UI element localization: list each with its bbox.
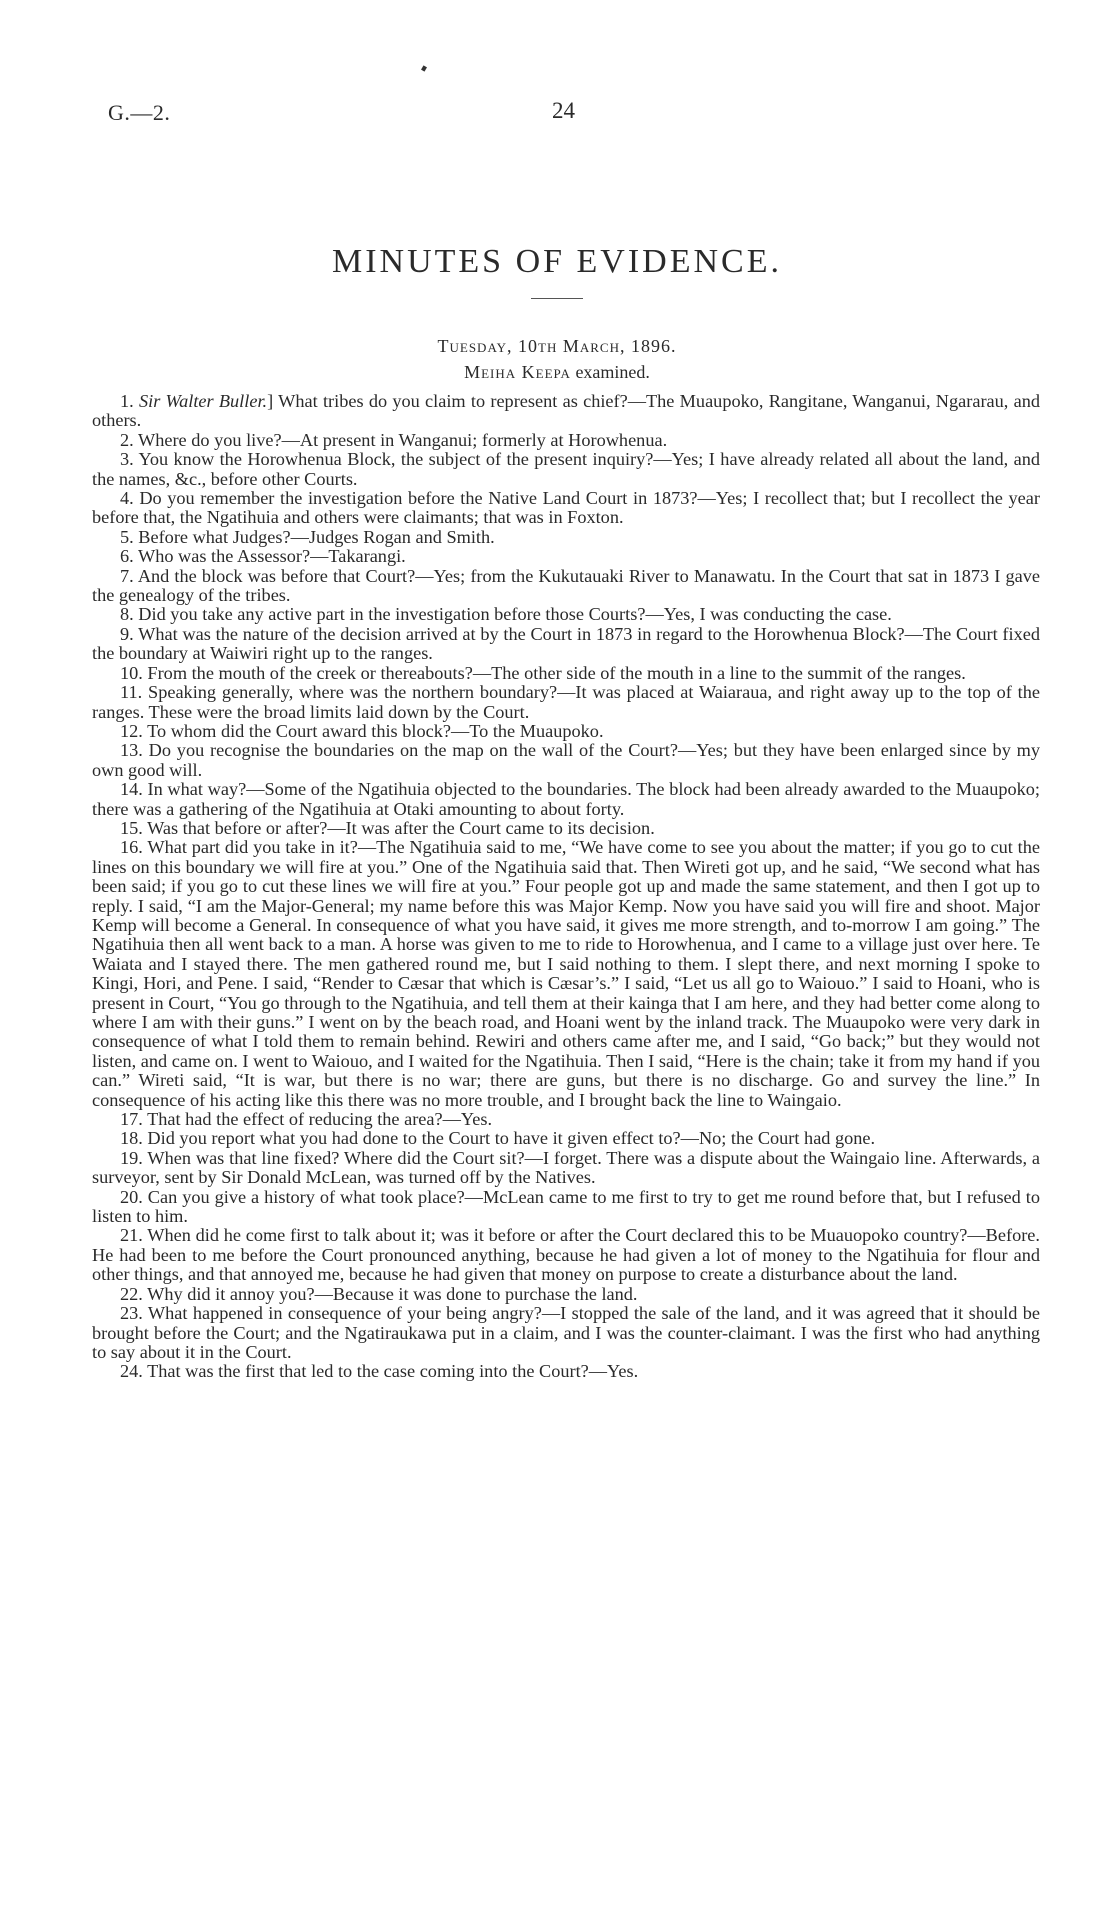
paragraph-text: 8. Did you take any active part in the investigation before those Courts?—Yes, I was conducting the case. xyxy=(120,604,892,625)
evidence-body xyxy=(92,392,1040,1382)
evidence-paragraph xyxy=(92,450,1040,489)
page-number: 24 xyxy=(552,98,575,123)
evidence-paragraph xyxy=(92,722,1040,741)
evidence-paragraph xyxy=(92,1188,1040,1227)
evidence-paragraph xyxy=(92,528,1040,547)
paragraph-text: 7. And the block was before that Court?—Yes; from the Kukutauaki River to Manawatu. In the Court that sat in 1873 I gave the genealogy of the tribes. xyxy=(92,565,1040,606)
paragraph-text: 23. What happened in consequence of your being angry?—I stopped the sale of the land, and it was agreed that it should be brought before the Court; and the Ngatiraukawa put in a claim, and I was the counter-claimant. I was the first who had anything to say about it in the Court. xyxy=(92,1303,1040,1362)
evidence-paragraph xyxy=(92,683,1040,722)
paragraph-text: 11. Speaking generally, where was the northern boundary?—It was placed at Waiaraua, and right away up to the top of the ranges. These were the broad limits laid down by the Court. xyxy=(92,682,1040,722)
paragraph-text: 4. Do you remember the investigation before the Native Land Court in 1873?—Yes; I recollect that; but I recollect the year before that, the Ngatihuia and others were claimants; that was in Foxton. xyxy=(92,488,1040,528)
examined-suffix: examined. xyxy=(570,362,650,382)
evidence-paragraph xyxy=(92,1149,1040,1188)
witness-line xyxy=(0,362,1114,383)
paragraph-text: 24. That was the first that led to the case coming into the Court?—Yes. xyxy=(120,1361,639,1382)
evidence-paragraph xyxy=(92,1304,1040,1362)
evidence-paragraph xyxy=(92,567,1040,606)
paragraph-text: 17. That had the effect of reducing the area?—Yes. xyxy=(120,1109,493,1130)
evidence-paragraph xyxy=(92,625,1040,664)
evidence-paragraph xyxy=(92,547,1040,566)
evidence-paragraph xyxy=(92,1285,1040,1304)
document-reference: G.—2. xyxy=(108,100,171,125)
paragraph-text-rest: ] What tribes do you claim to represent as chief?—The Muaupoko, Rangitane, Wanganui, Ngararau, and others. xyxy=(92,391,1041,431)
evidence-paragraph xyxy=(92,392,1040,431)
evidence-paragraph xyxy=(92,838,1040,1110)
paragraph-text: 16. What part did you take in it?—The Ngatihuia said to me, “We have come to see you about the matter; if you go to cut the lines on this boundary we will fire at you.” One of the Ngatihuia said that. Then Wireti got up, and he said, “We second what has been said; if you go to cut these lines we will fire at you.” Four people got up and made the same statement, and then I got up to reply. I said, “I am the Major-General; my name before this was Major Kemp. Now you have said you will fire and shoot. Major Kemp will become a General. In consequence of what you have said, it gives me more strength, and to-morrow I am going.” The Ngatihuia then all went back to a man. A horse was given to me to ride to Horowhenua, and I came to a village just over here. Te Waiata and I stayed there. The men gathered round me, but I said nothing to them. I slept there, and next morning I spoke to Kingi, Hori, and Pene. I said, “Render to Cæsar that which is Cæsar’s.” I said, “Let us all go to Waiouo.” I said to Hoani, who is present in Court, “You go through to the Ngatihuia, and tell them at their kainga that I am here, and they had better come along to where I am with their guns.” I went on by the beach road, and Hoani went by the inland track. The Muaupoko were very dark in consequence of what I told them to remain behind. Rewiri and others came after me, and I said, “Go back;” but they would not listen, and came on. I went to Waiouo, and I waited for the Ngatihuia. Then I said, “Here is the chain; take it from my hand if you can.” Wireti said, “It is war, but there is no war; there are guns, but there is no discharge. Go and survey the line.” In consequence of his acting like this there was no more trouble, and I brought back the line to Waingaio. xyxy=(92,837,1040,1110)
evidence-paragraph xyxy=(92,1129,1040,1148)
paragraph-text: 1. xyxy=(120,391,139,411)
title-divider xyxy=(531,298,583,299)
evidence-paragraph xyxy=(92,1362,1040,1381)
paragraph-text: 22. Why did it annoy you?—Because it was done to purchase the land. xyxy=(120,1283,638,1304)
witness-name: Meiha Keepa xyxy=(464,362,571,382)
evidence-paragraph xyxy=(92,605,1040,624)
paragraph-text: 3. You know the Horowhenua Block, the subject of the present inquiry?—Yes; I have already related all about the land, and the names, &c., before other Courts. xyxy=(92,449,1040,489)
paragraph-text: 15. Was that before or after?—It was after the Court came to its decision. xyxy=(120,817,655,838)
paragraph-text: 12. To whom did the Court award this block?—To the Muaupoko. xyxy=(120,720,604,741)
paragraph-text: 18. Did you report what you had done to the Court to have it given effect to?—No; the Court had gone. xyxy=(120,1128,876,1149)
paragraph-text: 14. In what way?—Some of the Ngatihuia objected to the boundaries. The block had been already awarded to the Muaupoko; there was a gathering of the Ngatihuia at Otaki amounting to about forty. xyxy=(92,779,1040,819)
paragraph-text: 13. Do you recognise the boundaries on the map on the wall of the Court?—Yes; but they have been enlarged since by my own good will. xyxy=(92,740,1040,780)
evidence-paragraph xyxy=(92,780,1040,819)
paragraph-text: 20. Can you give a history of what took place?—McLean came to me first to try to get me round before that, but I refused to listen to him. xyxy=(92,1186,1040,1227)
evidence-paragraph xyxy=(92,664,1040,683)
evidence-paragraph xyxy=(92,1226,1040,1284)
evidence-paragraph xyxy=(92,431,1040,450)
page-title: MINUTES OF EVIDENCE. xyxy=(331,243,783,280)
paragraph-text: 5. Before what Judges?—Judges Rogan and Smith. xyxy=(120,526,495,547)
evidence-paragraph xyxy=(92,741,1040,780)
paragraph-text: 19. When was that line fixed? Where did the Court sit?—I forget. There was a dispute about the Waingaio line. Afterwards, a surveyor, sent by Sir Donald McLean, was turned off by the Natives. xyxy=(92,1147,1040,1188)
evidence-paragraph xyxy=(92,1110,1040,1129)
questioner-name: Sir Walter Buller. xyxy=(138,391,268,411)
session-date: Tuesday, 10th March, 1896. xyxy=(437,336,677,356)
paragraph-text: 10. From the mouth of the creek or thereabouts?—The other side of the mouth in a line to the summit of the ranges. xyxy=(120,662,966,683)
paragraph-text: 6. Who was the Assessor?—Takarangi. xyxy=(120,546,406,567)
ink-mark xyxy=(421,65,427,71)
evidence-paragraph xyxy=(92,819,1040,838)
evidence-paragraph xyxy=(92,489,1040,528)
paragraph-text: 2. Where do you live?—At present in Wanganui; formerly at Horowhenua. xyxy=(120,429,668,450)
paragraph-text: 9. What was the nature of the decision arrived at by the Court in 1873 in regard to the Horowhenua Block?—The Court fixed the boundary at Waiwiri right up to the ranges. xyxy=(92,623,1040,664)
paragraph-text: 21. When did he come first to talk about it; was it before or after the Court declared this to be Muauopoko country?—Before. He had been to me before the Court pronounced anything, because he had given a lot of money to the Ngatihuia for flour and other things, and that annoyed me, because he had given that money on purpose to create a disturbance about the land. xyxy=(92,1225,1040,1285)
